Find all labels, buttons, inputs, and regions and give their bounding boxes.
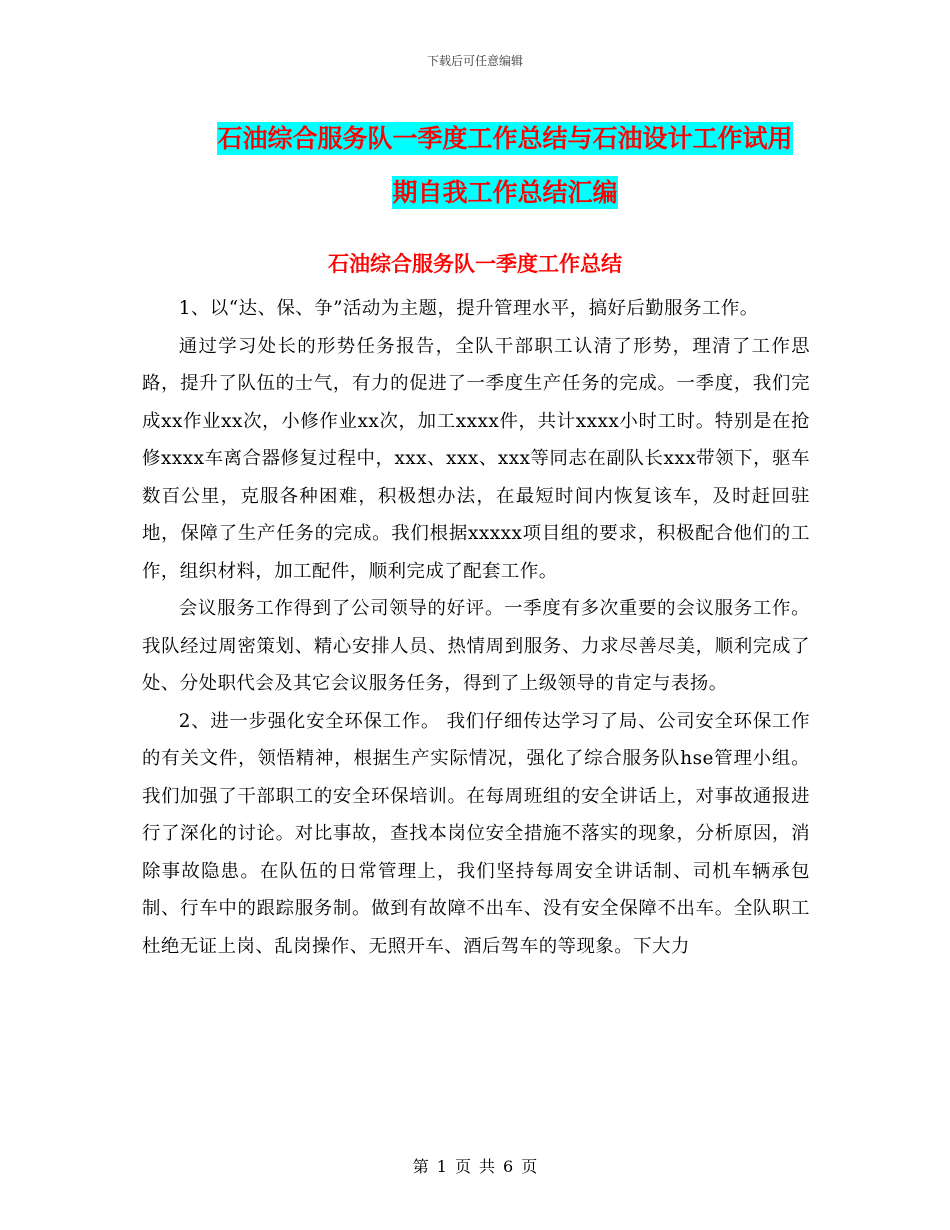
document-title-line-1: 石油综合服务队一季度工作总结与石油设计工作试用	[217, 124, 793, 153]
paragraph: 会议服务工作得到了公司领导的好评。一季度有多次重要的会议服务工作。我队经过周密策划、精心安排人员、热情周到服务、力求尽善尽美，顺利完成了处、分处职代会及其它会议服务任务，得到了上级领导的肯定与表扬。	[142, 598, 810, 694]
footer-total-unit: 页	[521, 1157, 538, 1176]
paragraph: 2、进一步强化安全环保工作。 我们仔细传达学习了局、公司安全环保工作的有关文件，领悟精神，根据生产实际情况，强化了综合服务队hse管理小组。我们加强了干部职工的安全环保培训。在每周班组的安全讲话上，对事故通报进行了深化的讨论。对比事故，查找本岗位安全措施不落实的现象，分析原因，消除事故隐患。在队伍的日常管理上，我们坚持每周安全讲话制、司机车辆承包制、行车中的跟踪服务制。做到有故障不出车、没有安全保障不出车。全队职工杜绝无证上岗、乱岗操作、无照开车、酒后驾车的等现象。下大力	[142, 710, 810, 957]
section-title: 石油综合服务队一季度工作总结	[328, 252, 622, 276]
document-title-line-2: 期自我工作总结汇编	[392, 178, 618, 207]
header-note: 下载后可任意编辑	[426, 54, 523, 68]
document-title	[160, 112, 850, 220]
page-footer	[0, 1154, 950, 1177]
footer-page-unit: 页	[454, 1157, 471, 1176]
footer-total-label: 共	[479, 1157, 496, 1176]
paragraph: 通过学习处长的形势任务报告，全队干部职工认清了形势，理清了工作思路，提升了队伍的士气，有力的促进了一季度生产任务的完成。一季度，我们完成xx作业xx次，小修作业xx次，加工xxxx件，共计xxxx小时工时。特别是在抢修xxxx车离合器修复过程中，xxx、xxx、xxx等同志在副队长xxx带领下，驱车数百公里，克服各种困难，积极想办法，在最短时间内恢复该车，及时赶回驻地，保障了生产任务的完成。我们根据xxxxx项目组的要求，积极配合他们的工作，组织材料，加工配件，顺利完成了配套工作。	[142, 335, 810, 582]
footer-page-label: 第	[412, 1157, 429, 1176]
paragraph: 1、以“达、保、争”活动为主题，提升管理水平，搞好后勤服务工作。	[178, 298, 759, 319]
footer-total-number: 6	[503, 1157, 514, 1176]
footer-page-number: 1	[436, 1157, 447, 1176]
body-text	[142, 290, 810, 965]
